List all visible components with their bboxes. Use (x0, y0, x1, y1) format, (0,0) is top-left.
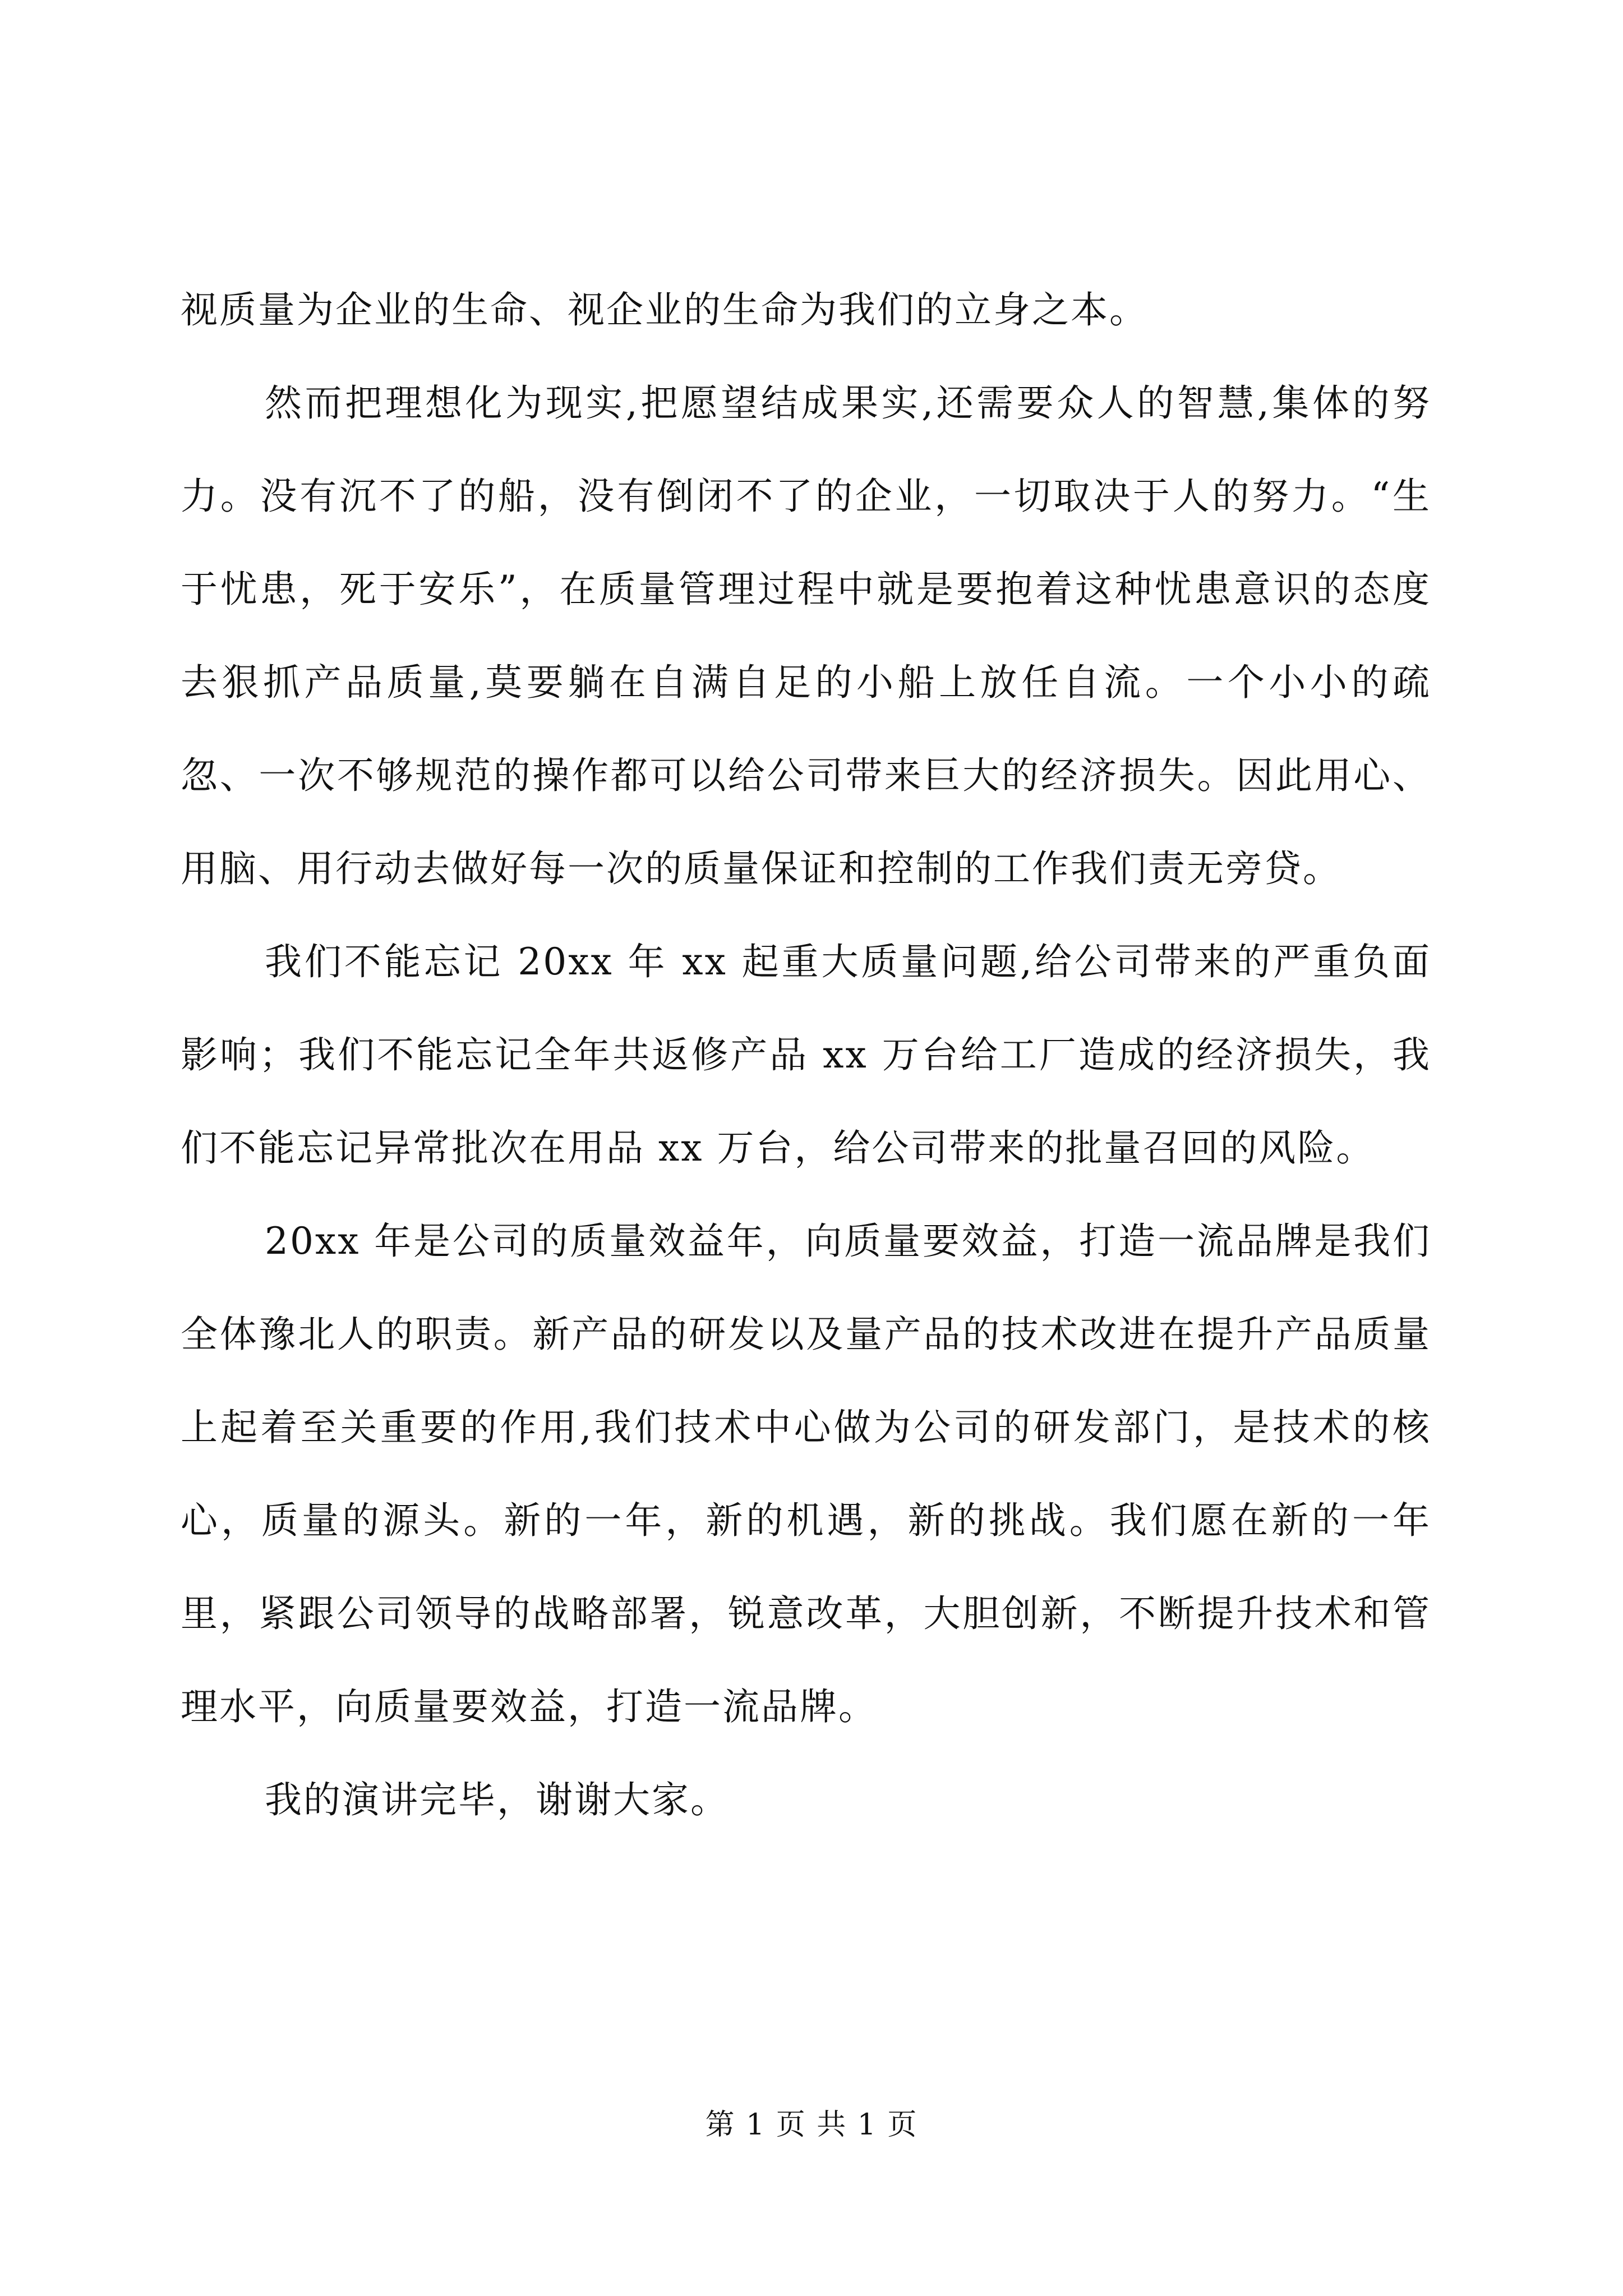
document-body (181, 264, 1431, 1847)
page-number-footer: 第 1 页 共 1 页 (705, 2108, 918, 2142)
paragraph-closing: 我的演讲完毕，谢谢大家。 (265, 1778, 729, 1821)
paragraph: 20xx 年是公司的质量效益年，向质量要效益，打造一流品牌是我们全体豫北人的职责。新产品的研发以及量产品的技术改进在提升产品质量上起着至关重要的作用,我们技术中心做为公司的研发部门，是技术的核心，质量的源头。新的一年，新的机遇，新的挑战。我们愿在新的一年里，紧跟公司领导的战略部署，锐意改革，大胆创新，不断提升技术和管理水平，向质量要效益，打造一流品牌。 (181, 1220, 1431, 1728)
paragraph: 然而把理想化为现实,把愿望结成果实,还需要众人的智慧,集体的努力。没有沉不了的船，没有倒闭不了的企业，一切取决于人的努力。“生于忧患，死于安乐”，在质量管理过程中就是要抱着这种忧患意识的态度去狠抓产品质量,莫要躺在自满自足的小船上放任自流。一个小小的疏忽、一次不够规范的操作都可以给公司带来巨大的经济损失。因此用心、用脑、用行动去做好每一次的质量保证和控制的工作我们责无旁贷。 (181, 381, 1431, 890)
paragraph-continuation: 视质量为企业的生命、视企业的生命为我们的立身之本。 (181, 288, 1148, 332)
paragraph: 我们不能忘记 20xx 年 xx 起重大质量问题,给公司带来的严重负面影响；我们不能忘记全年共返修产品 xx 万台给工厂造成的经济损失，我们不能忘记异常批次在用品 xx 万台，给公司带来的批量召回的风险。 (181, 940, 1431, 1170)
